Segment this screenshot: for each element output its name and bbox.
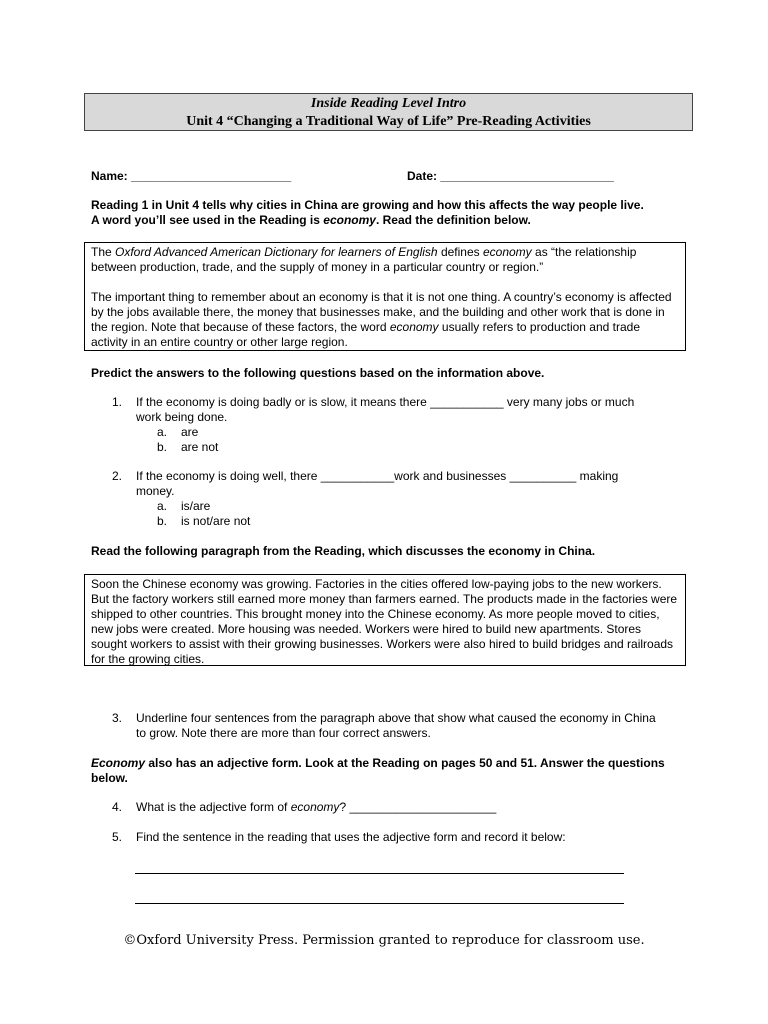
question-number: 2. (112, 469, 123, 483)
answer-line-1[interactable] (135, 873, 624, 874)
question-number: 1. (112, 395, 123, 409)
question-text: If the economy is doing well, there ___________work and businesses __________ making money. (136, 469, 619, 498)
adjective-heading: Economy also has an adjective form. Look at the Reading on pages 50 and 51. Answer the questions below. (91, 756, 665, 785)
date-field[interactable]: Date: __________________________ (407, 169, 614, 183)
name-field[interactable]: Name: ________________________ (91, 169, 292, 183)
answer-line-2[interactable] (135, 903, 624, 904)
question-number: 5. (112, 830, 123, 844)
copyright-footer: ©Oxford University Press. Permission granted to reproduce for classroom use. (123, 933, 645, 948)
reading-passage-box (84, 574, 686, 666)
question-1-option-a[interactable]: a. are (157, 425, 199, 439)
question-number: 4. (112, 800, 123, 814)
paragraph-heading: Read the following paragraph from the Reading, which discusses the economy in China. (91, 544, 596, 558)
economy-explanation: The important thing to remember about an economy is that it is not one thing. A country’s economy is affected by the jobs available there, the money that businesses make, and the building and other work that is done in the region. Note that because of these factors, the word economy usually refers to production and trade activity in an entire country or other large region. (91, 290, 672, 349)
question-text[interactable]: What is the adjective form of economy? ______________________ (136, 800, 497, 814)
definition-box (84, 242, 686, 351)
intro-line-2: A word you’ll see used in the Reading is economy. Read the definition below. (91, 213, 531, 227)
definition-paragraph: The Oxford Advanced American Dictionary for learners of English defines economy as “the relationship between production, trade, and the supply of money in a particular country or region.” (91, 245, 637, 274)
question-number: 3. (112, 711, 123, 725)
reading-passage: Soon the Chinese economy was growing. Factories in the cities offered low-paying jobs to the new workers. But the factory workers still earned more money than farmers earned. The products made in the factories were shipped to other countries. This brought money into the Chinese economy. As more people moved to cities, new jobs were created. More housing was needed. Workers were hired to build new apartments. Stores sought workers to assist with their growing businesses. Workers were also hired to build bridges and railroads for the growing cities. (91, 577, 678, 666)
question-2-option-b[interactable]: b. is not/are not (157, 514, 251, 528)
intro-line-1: Reading 1 in Unit 4 tells why cities in China are growing and how this affects the way people live. (91, 198, 644, 212)
question-text: Find the sentence in the reading that uses the adjective form and record it below: (136, 830, 566, 844)
predict-heading: Predict the answers to the following questions based on the information above. (91, 366, 545, 380)
question-1-option-b[interactable]: b. are not (157, 440, 219, 454)
unit-title: Unit 4 “Changing a Traditional Way of Life” Pre-Reading Activities (186, 114, 591, 129)
intro-text (91, 198, 691, 228)
question-text: Underline four sentences from the paragraph above that show what caused the economy in China to grow. Note there are more than four correct answers. (136, 711, 656, 740)
question-2-option-a[interactable]: a. is/are (157, 499, 211, 513)
question-text: If the economy is doing badly or is slow, it means there ___________ very many jobs or much work being done. (136, 395, 635, 424)
book-title: Inside Reading Level Intro (310, 96, 467, 111)
title-box (84, 93, 693, 131)
